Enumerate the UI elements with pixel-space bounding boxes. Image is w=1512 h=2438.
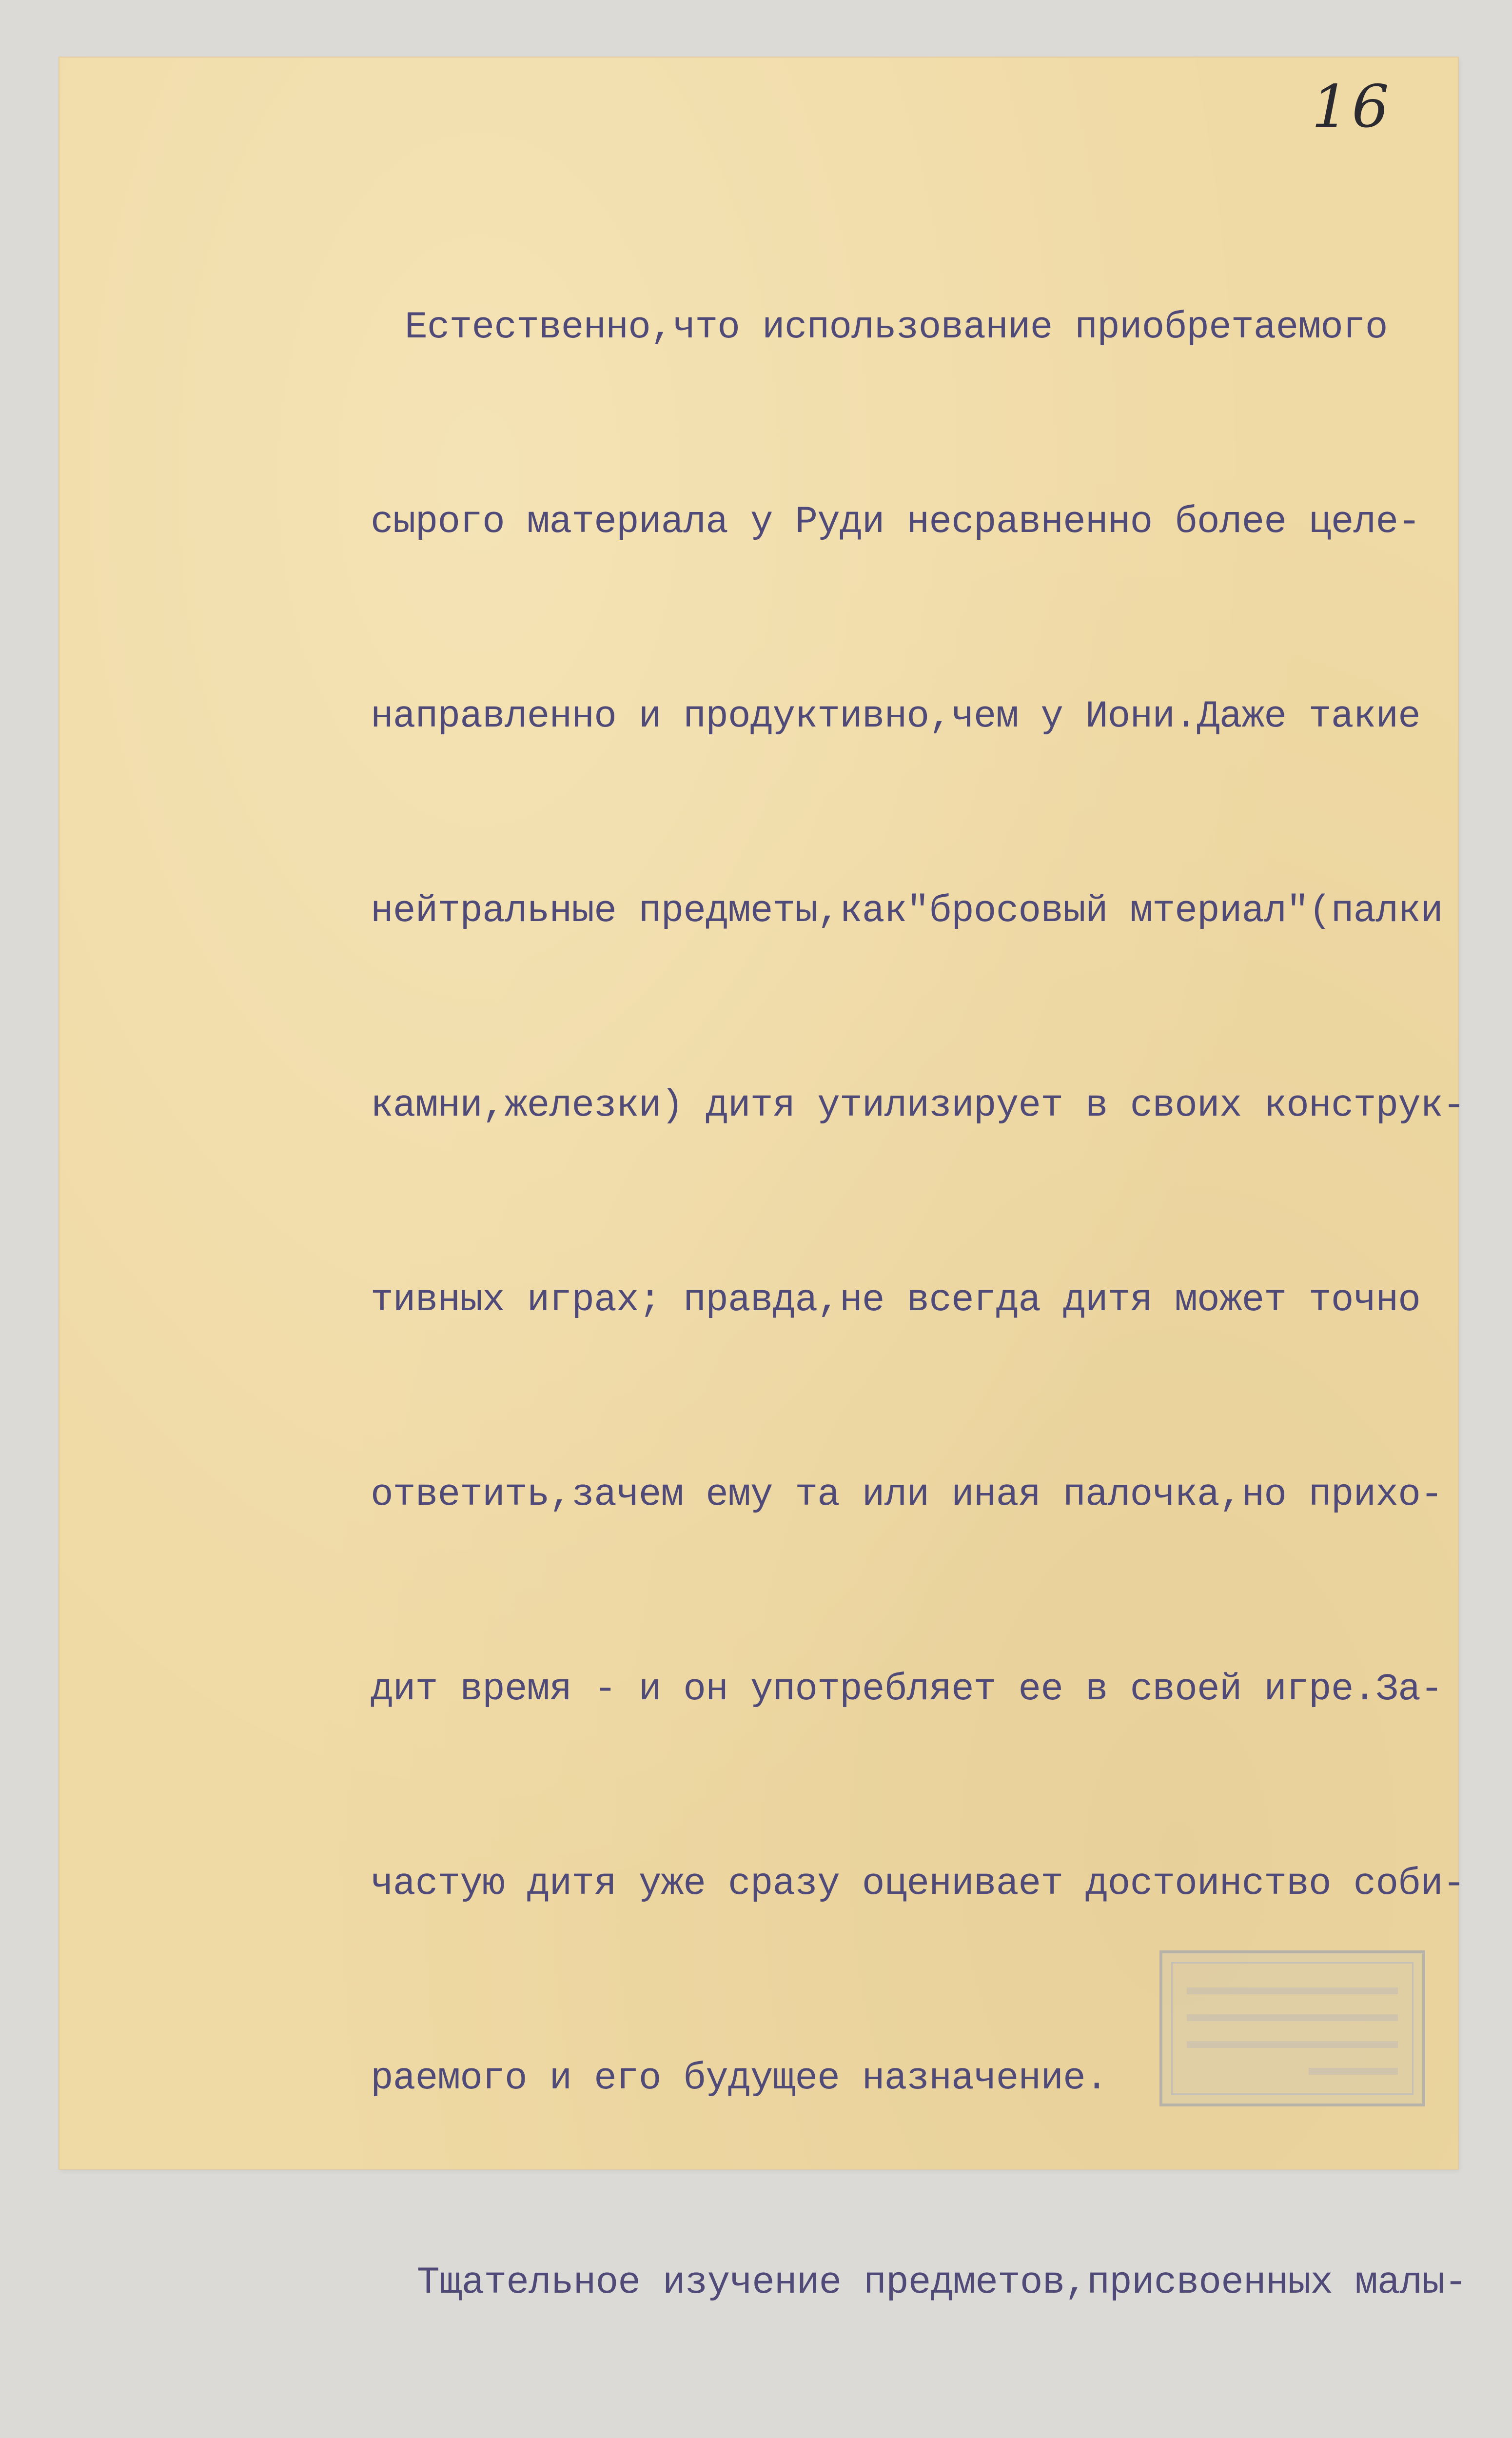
stamp-frame [1171,1962,1414,2095]
folio-number: 16 [1312,73,1392,141]
text-line: направленно и продуктивно,чем у Иони.Даже такие [371,695,1420,738]
archive-stamp [1159,1950,1425,2106]
text-line: раемого и его будущее назначение. [371,2057,1108,2100]
text-line: частую дитя уже сразу оценивает достоинство соби- [371,1863,1465,1906]
text-line: камни,железки) дитя утилизирует в своих конструк- [371,1084,1465,1127]
stamp-faded-line [1187,1987,1398,1994]
text-line: сырого материала у Руди несравненно более целе- [371,501,1420,544]
stamp-faded-line [1187,2041,1398,2048]
text-line: Естественно,что использование приобретаемого [405,306,1388,349]
text-line: тивных играх; правда,не всегда дитя может точно [371,1279,1420,1322]
text-line: ответить,зачем ему та или иная палочка,но прихо- [371,1474,1443,1516]
stamp-faded-line [1309,2068,1398,2075]
text-line: Тщательное изучение предметов,присвоенных малы- [417,2261,1467,2304]
stamp-faded-line [1187,2014,1398,2021]
text-line: дит время - и он употребляет ее в своей игре.За- [371,1668,1443,1711]
text-line: нейтральные предметы,как"бросовый мтериал"(палки [371,890,1443,933]
